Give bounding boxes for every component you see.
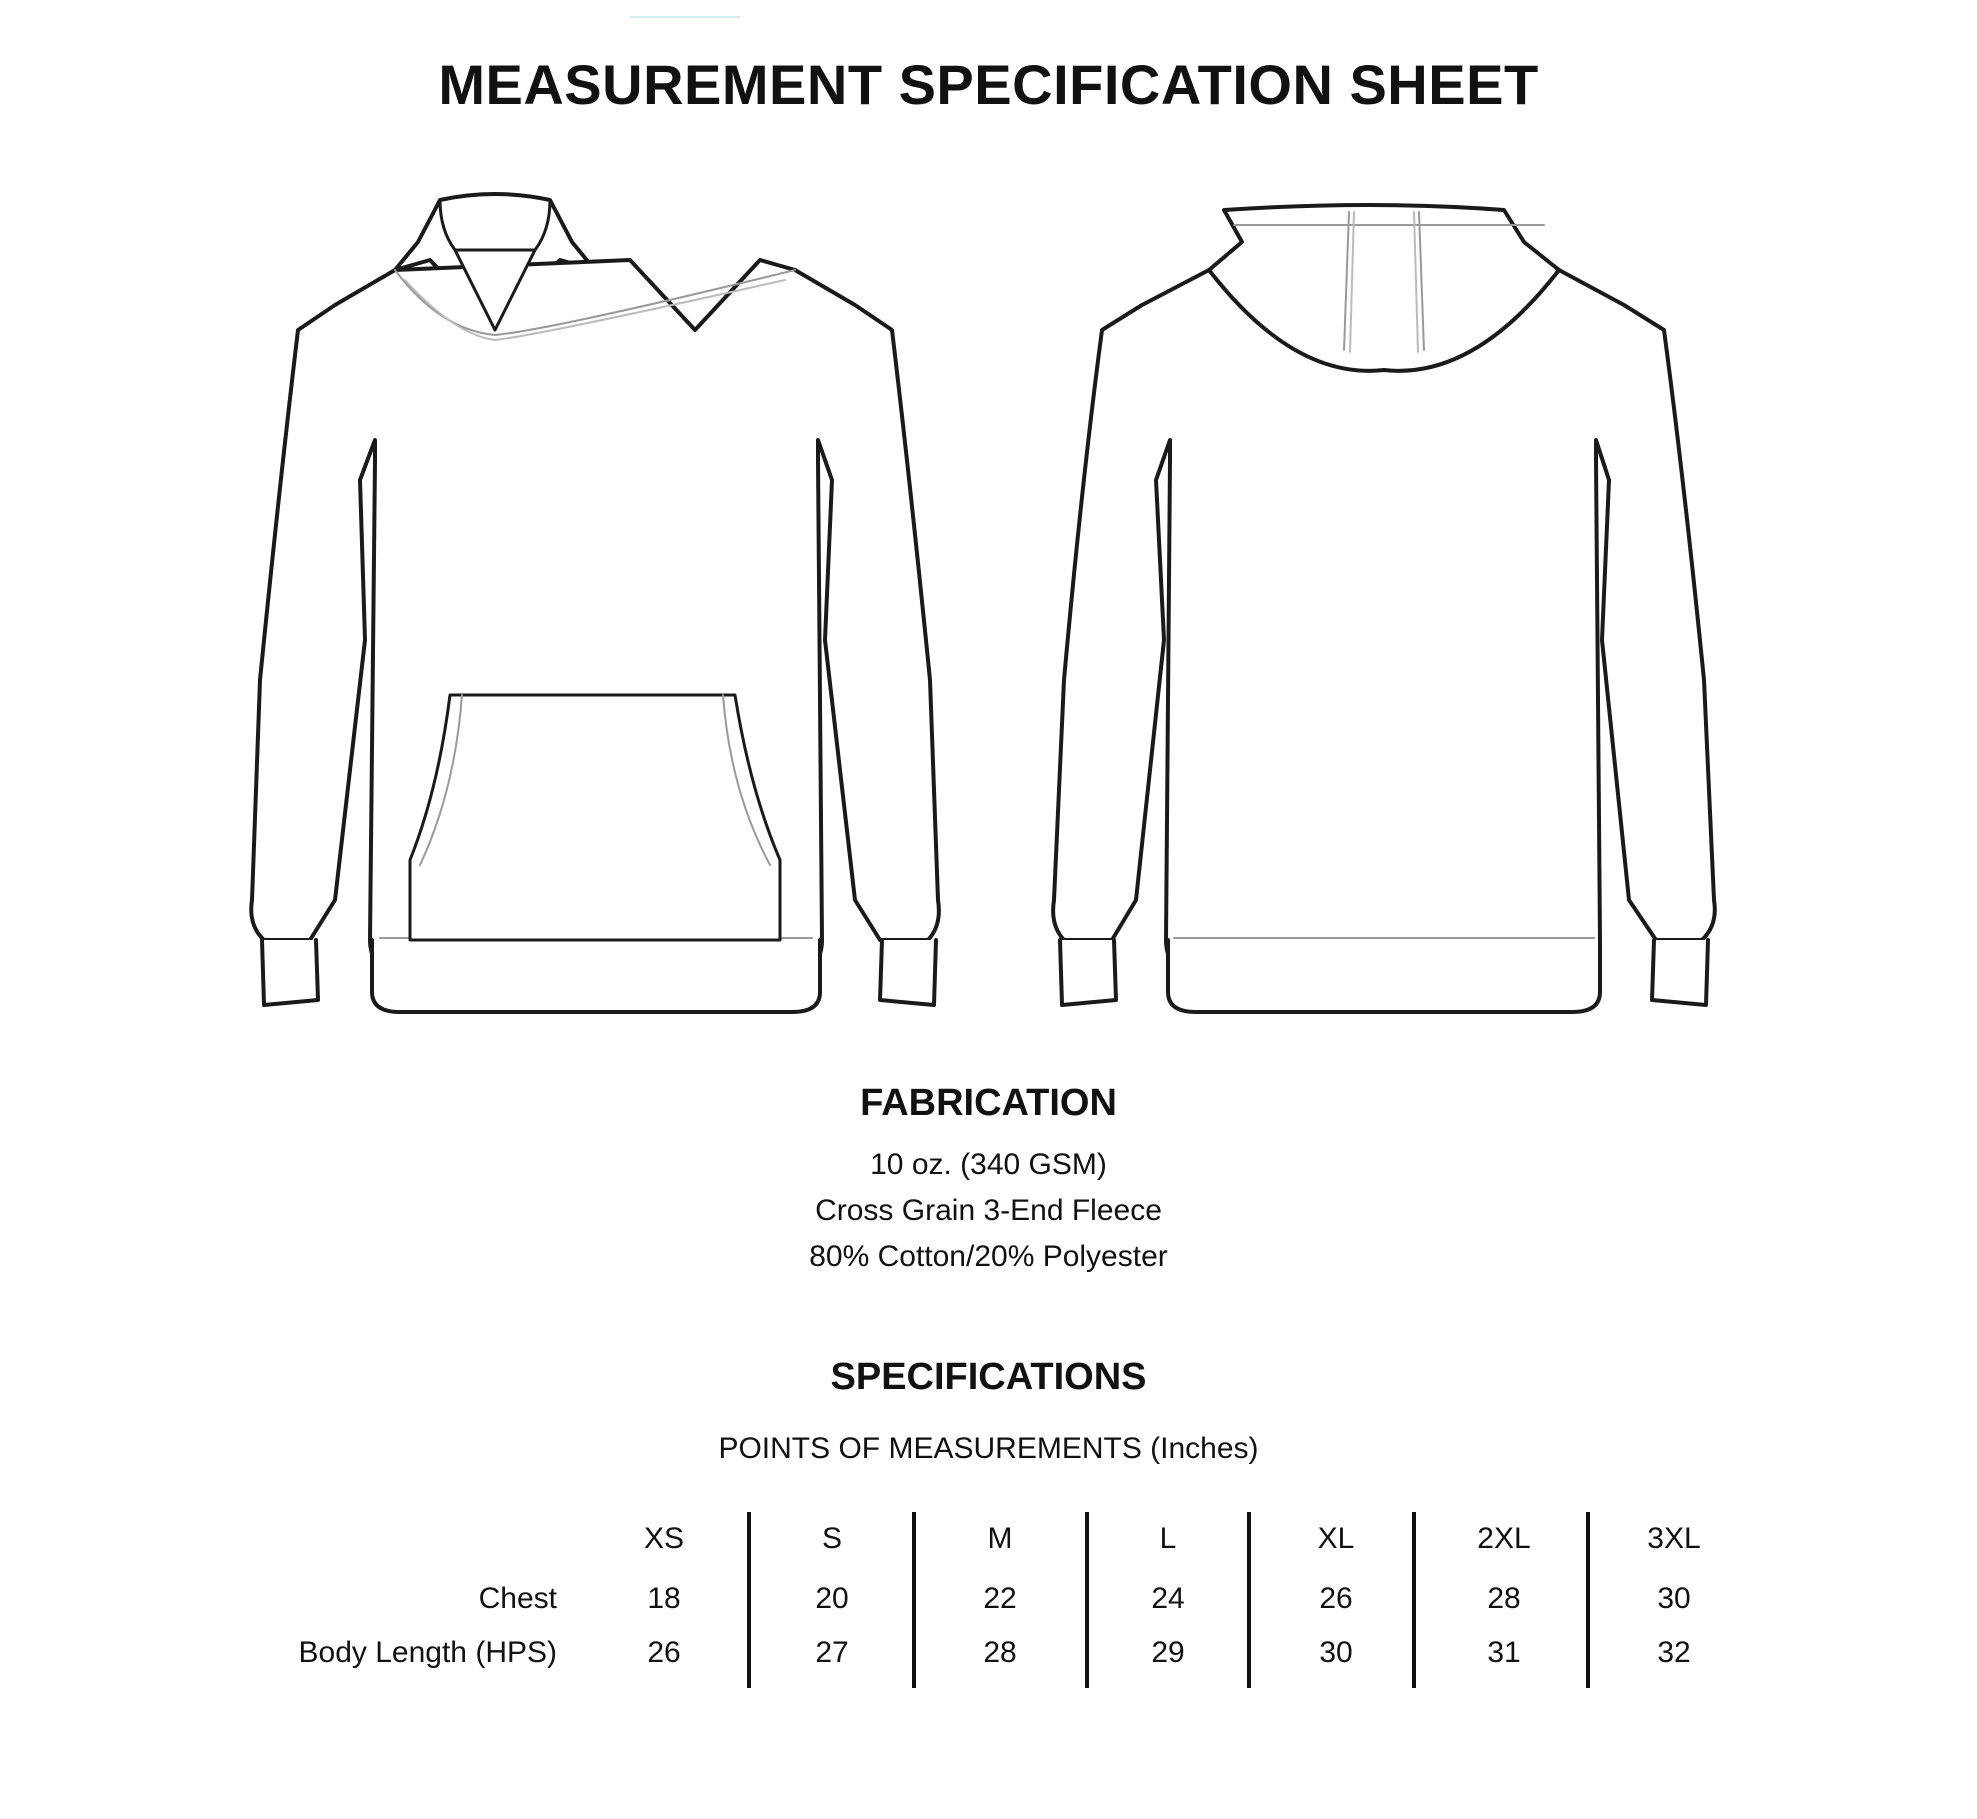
page-title: MEASUREMENT SPECIFICATION SHEET bbox=[438, 53, 1539, 116]
table-cell: 26 bbox=[647, 1636, 681, 1669]
top-accent-line bbox=[630, 16, 740, 18]
table-cell: 28 bbox=[1487, 1582, 1521, 1615]
size-header-m: M bbox=[987, 1522, 1013, 1555]
column-divider bbox=[1085, 1512, 1089, 1688]
table-cell: 29 bbox=[1151, 1636, 1185, 1669]
fabrication-knit: Cross Grain 3-End Fleece bbox=[815, 1194, 1162, 1227]
column-divider bbox=[747, 1512, 751, 1688]
table-cell: 24 bbox=[1151, 1582, 1185, 1615]
table-cell: 30 bbox=[1657, 1582, 1691, 1615]
size-header-l: L bbox=[1159, 1522, 1177, 1555]
size-header-xl: XL bbox=[1317, 1522, 1355, 1555]
table-cell: 28 bbox=[983, 1636, 1017, 1669]
points-of-measurement-caption: POINTS OF MEASUREMENTS (Inches) bbox=[718, 1432, 1259, 1465]
table-cell: 18 bbox=[647, 1582, 681, 1615]
table-cell: 30 bbox=[1319, 1636, 1353, 1669]
column-divider bbox=[1412, 1512, 1416, 1688]
column-divider bbox=[912, 1512, 916, 1688]
table-cell: 27 bbox=[815, 1636, 849, 1669]
size-header-3xl: 3XL bbox=[1647, 1522, 1701, 1555]
table-cell: 22 bbox=[983, 1582, 1017, 1615]
fabrication-heading: FABRICATION bbox=[860, 1082, 1117, 1124]
row-label-body-length: Body Length (HPS) bbox=[298, 1636, 557, 1669]
column-divider bbox=[1586, 1512, 1590, 1688]
table-cell: 20 bbox=[815, 1582, 849, 1615]
size-header-2xl: 2XL bbox=[1477, 1522, 1531, 1555]
column-divider bbox=[1247, 1512, 1251, 1688]
table-cell: 26 bbox=[1319, 1582, 1353, 1615]
fabrication-weight: 10 oz. (340 GSM) bbox=[870, 1148, 1107, 1181]
fabrication-content: 80% Cotton/20% Polyester bbox=[809, 1240, 1168, 1273]
size-header-s: S bbox=[821, 1522, 842, 1555]
table-cell: 31 bbox=[1487, 1636, 1521, 1669]
row-label-chest: Chest bbox=[478, 1582, 557, 1615]
hoodie-back-sketch-icon bbox=[1024, 180, 1744, 1030]
size-header-xs: XS bbox=[643, 1522, 685, 1555]
specifications-heading: SPECIFICATIONS bbox=[830, 1356, 1147, 1398]
table-cell: 32 bbox=[1657, 1636, 1691, 1669]
hoodie-front-sketch-icon bbox=[240, 180, 960, 1030]
